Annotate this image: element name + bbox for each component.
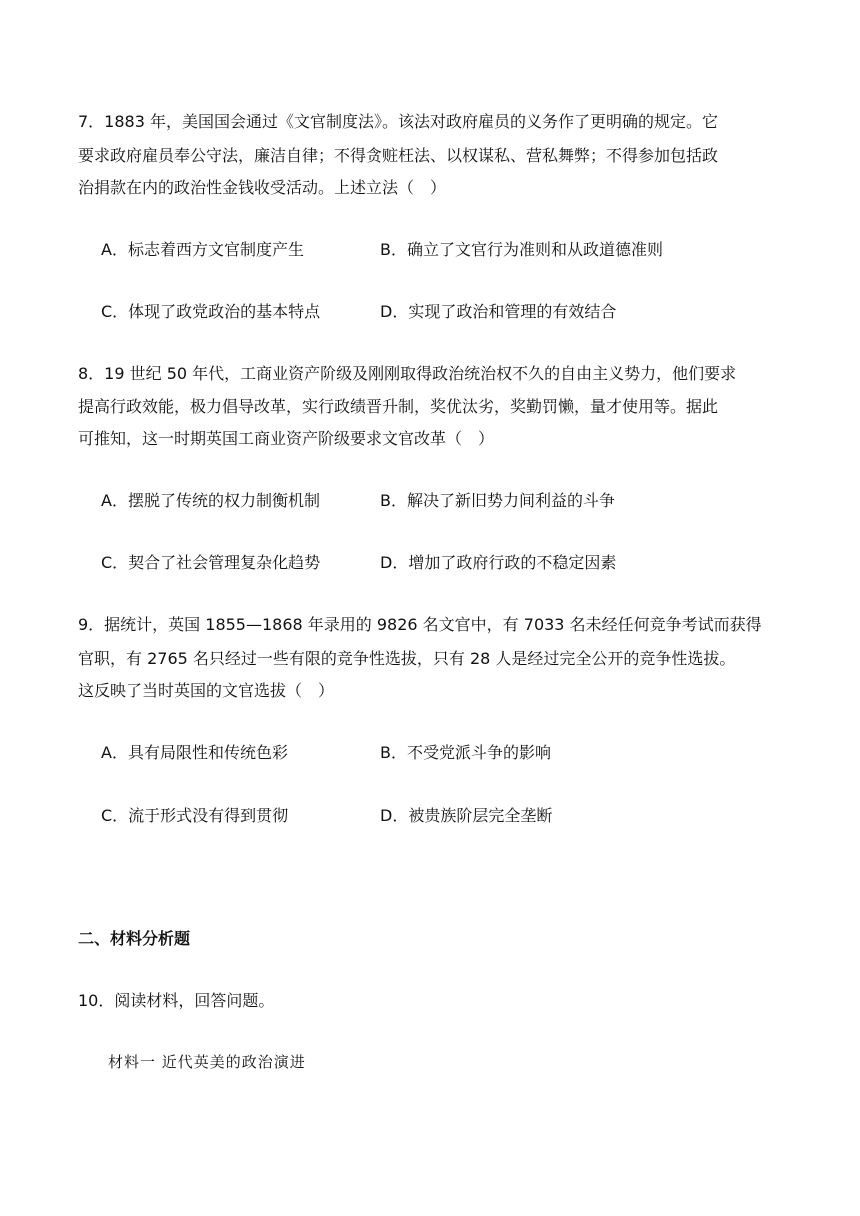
question-7-line-3: 治捐款在内的政治性金钱收受活动。上述立法（ ） <box>78 178 447 197</box>
question-7-option-b: B．确立了文官行为准则和从政道德准则 <box>380 240 663 259</box>
question-9-line-1: 9．据统计，英国 1855—1868 年录用的 9826 名文官中，有 7033 名未经任何竞争考试而获得 <box>78 615 762 634</box>
question-8-option-d: D．增加了政府行政的不稳定因素 <box>380 553 617 572</box>
question-9-option-b: B．不受党派斗争的影响 <box>380 743 551 762</box>
section-heading: 二、材料分析题 <box>78 929 191 948</box>
question-7-line-2: 要求政府雇员奉公守法，廉洁自律；不得贪赃枉法、以权谋私、营私舞弊；不得参加包括政 <box>78 146 719 165</box>
question-8-option-a: A．摆脱了传统的权力制衡机制 <box>101 491 320 510</box>
question-7-line-1: 7．1883 年，美国国会通过《文官制度法》。该法对政府雇员的义务作了更明确的规定。它 <box>78 112 718 131</box>
question-8-line-1: 8．19 世纪 50 年代，工商业资产阶级及刚刚取得政治统治权不久的自由主义势力，他们要求 <box>78 364 737 383</box>
question-9-line-2: 官职，有 2765 名只经过一些有限的竞争性选拔，只有 28 人是经过完全公开的竞争性选拔。 <box>78 649 736 668</box>
question-9-option-a: A．具有局限性和传统色彩 <box>101 743 288 762</box>
question-9-line-3: 这反映了当时英国的文官选拔（ ） <box>78 681 335 700</box>
question-8-option-c: C．契合了社会管理复杂化趋势 <box>101 553 321 572</box>
question-7-option-a: A．标志着西方文官制度产生 <box>101 240 304 259</box>
question-9-option-d: D．被贵族阶层完全垄断 <box>380 806 553 825</box>
material-1-title: 材料一 近代英美的政治演进 <box>108 1053 306 1071</box>
question-8-line-3: 可推知，这一时期英国工商业资产阶级要求文官改革（ ） <box>78 429 495 448</box>
question-8-line-2: 提高行政效能，极力倡导改革，实行政绩晋升制，奖优汰劣，奖勤罚懒，量才使用等。据此 <box>78 397 719 416</box>
question-10-prompt: 10．阅读材料，回答问题。 <box>78 991 275 1010</box>
question-7-option-d: D．实现了政治和管理的有效结合 <box>380 302 617 321</box>
question-9-option-c: C．流于形式没有得到贯彻 <box>101 806 289 825</box>
question-8-option-b: B．解决了新旧势力间利益的斗争 <box>380 491 615 510</box>
question-7-option-c: C．体现了政党政治的基本特点 <box>101 302 321 321</box>
